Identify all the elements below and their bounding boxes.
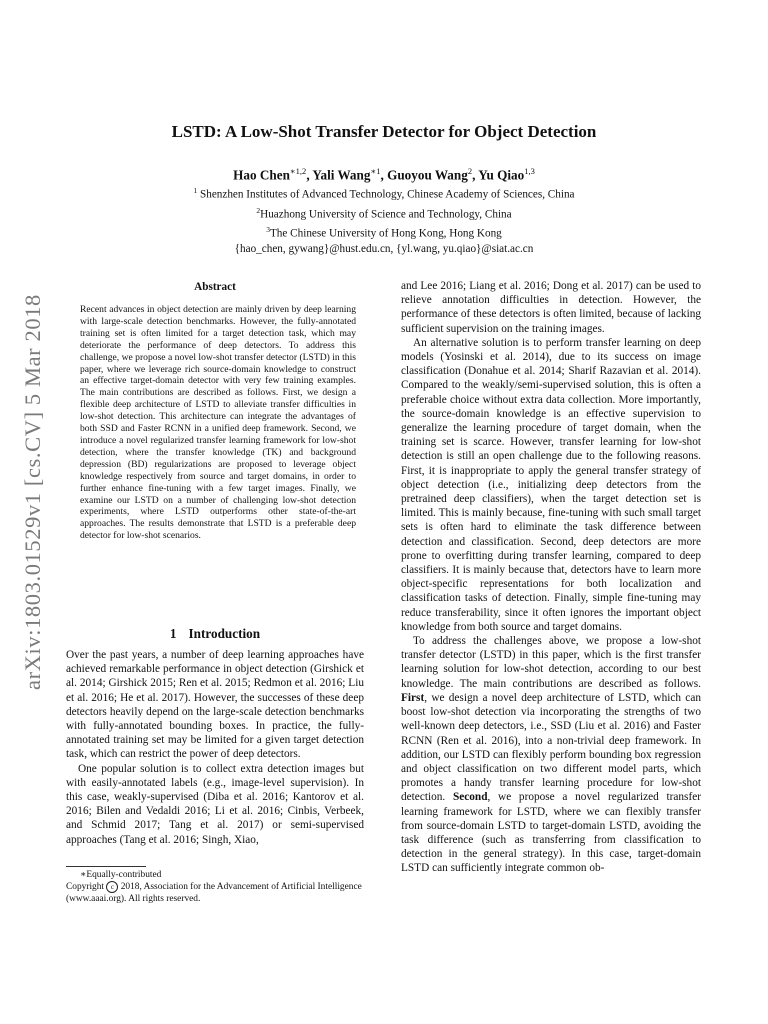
author-separator: ,: [380, 167, 388, 183]
emphasis-first: First: [401, 691, 425, 704]
paper-title: LSTD: A Low-Shot Transfer Detector for Object Detection: [171, 122, 597, 141]
affiliation-mark: 1: [193, 186, 198, 195]
author-marks: 1,3: [524, 166, 535, 176]
section-number: 1: [169, 626, 177, 641]
copyright-prefix: Copyright: [66, 882, 107, 892]
affiliation-text: Huazhong University of Science and Technology, China: [260, 208, 512, 221]
emphasis-second: Second: [452, 791, 488, 804]
affiliation-line: [0, 183, 768, 203]
affiliation-line: [0, 222, 768, 242]
author-separator: ,: [472, 167, 479, 183]
author-name: Hao Chen: [233, 167, 290, 183]
section-heading: [66, 626, 364, 642]
paragraph-text: , we propose a novel regularized transfer learning framework for LSTD, where we can flexibly transfer from source-domain LSTD to target-domain LSTD, avoiding the task difference (such as transferring from classification to detection in the general strategy). In this case, target-domain LSTD can sufficiently integrate common ob-: [401, 791, 701, 875]
right-column: [401, 279, 701, 876]
author-name: Yali Wang: [312, 167, 371, 183]
paragraph: An alternative solution is to perform transfer learning on deep models (Yosinski et al. 2014), due to its success on image classification (Donahue et al. 2014; Sharif Razavian et al. 2014). Compared to the weakly/semi-supervised solution, this is often a preferable choice without extra data collection. More importantly, the source-domain knowledge is an effective supervision to generalize the learning procedure of target domain, when the training set is scarce. However, transfer learning for low-shot detection is still an open challenge due to the following reasons. First, it is inappropriate to apply the general transfer strategy of object detection (i.e., initializing deep detectors from the pretrained deep classifiers), when the target detection set is limited. This is mainly because, fine-tuning with such small target sets is often hard to eliminate the task difference between detection and classification. Second, deep detectors are more prone to overfitting during transfer learning, compared to deep classifiers. It is mainly because that, detectors have to learn more object-specific representations for both localization and classification tasks of detection. Finally, simple fine-tuning may reduce transferability, since it often ignores the important object knowledge from both source and target domains.: [401, 336, 701, 633]
paragraph-text: To address the challenges above, we propose a low-shot transfer detector (LSTD) in this paper, which is the first transfer learning solution for low-shot detection, according to our best knowledge. The main contributions are described as follows.: [401, 635, 701, 690]
copyright-icon: c: [106, 881, 118, 893]
paragraph: One popular solution is to collect extra detection images but with easily-annotated labels (e.g., image-level supervision). In this case, weakly-supervised (Diba et al. 2016; Kantorov et al. 2016; Bilen and Vedaldi 2016; Li et al. 2016; Cinbis, Verbeek, and Schmid 2017; Tang et al. 2017) or semi-supervised approaches (Tang et al. 2016; Singh, Xiao,: [66, 762, 364, 846]
affiliations: [0, 183, 768, 257]
paragraph-text: , we design a novel deep architecture of LSTD, which can boost low-shot detection via incorporating the strengths of two well-known deep detectors, i.e., SSD (Liu et al. 2016) and Faster RCNN (Ren et al. 2016), into a non-trivial deep framework. In addition, our LSTD can flexibly perform bounding box regression and object classification on two different model parts, which promotes a handy transfer learning procedure for low-shot detection.: [401, 691, 701, 804]
author-marks: 2: [467, 166, 473, 176]
author-name: Guoyou Wang: [387, 167, 468, 183]
author-name: Yu Qiao: [478, 167, 525, 183]
copyright-text: 2018, Association for the Advancement of Artificial Intelligence (www.aaai.org). All rights reserved.: [66, 882, 362, 904]
abstract-text: Recent advances in object detection are mainly driven by deep learning with large-scale detection benchmarks. However, the fully-annotated training set is often limited for a target detection task, which may deteriorate the performance of deep detectors. To address this challenge, we propose a novel low-shot transfer detector (LSTD) in this paper, where we leverage rich source-domain knowledge to construct an effective target-domain detector with very few training examples. The main contributions are described as follows. First, we design a flexible deep architecture of LSTD to alleviate transfer difficulties in low-shot detection. This architecture can integrate the advantages of both SSD and Faster RCNN in a unified deep framework. Second, we introduce a novel regularized transfer learning framework for low-shot detection, where the transfer knowledge (TK) and background depression (BD) regularizations are proposed to leverage object knowledge respectively from source and target domains, in order to further enhance fine-tuning with a few target images. Finally, we examine our LSTD on a number of challenging low-shot detection experiments, where LSTD outperforms other state-of-the-art approaches. The results demonstrate that LSTD is a preferable deep detector for low-shot scenarios.: [80, 304, 356, 542]
author-list: [0, 166, 768, 183]
paragraph: Over the past years, a number of deep learning approaches have achieved remarkable performance in object detection (Girshick et al. 2014; Girshick 2015; Ren et al. 2015; Redmon et al. 2016; Liu et al. 2016; He et al. 2017). However, the successes of these deep detectors heavily depend on the large-scale detection benchmarks with fully-annotated bounding boxes. In practice, the fully-annotated training set may be limited for a given target detection task, which can restrict the power of deep detectors.: [66, 649, 364, 761]
affiliation-text: The Chinese University of Hong Kong, Hong Kong: [269, 228, 502, 241]
affiliation-line: [0, 203, 768, 223]
footnote-equal-contribution: ∗Equally-contributed: [80, 870, 162, 880]
footnote-rule: [66, 866, 146, 867]
abstract-heading: Abstract: [194, 281, 236, 293]
author-emails: {hao_chen, gywang}@hust.edu.cn, {yl.wang, yu.qiao}@siat.ac.cn: [234, 243, 534, 256]
affiliation-mark: 2: [256, 205, 261, 215]
copyright-notice: [66, 881, 364, 905]
footnotes: [66, 869, 364, 905]
affiliation-mark: 3: [266, 225, 270, 235]
author-marks: ∗1,2: [289, 166, 307, 176]
affiliation-text: Shenzhen Institutes of Advanced Technology, Chinese Academy of Sciences, China: [197, 188, 575, 201]
author-marks: ∗1: [370, 166, 381, 176]
section-title: Introduction: [188, 626, 261, 641]
author-separator: ,: [306, 167, 313, 183]
paragraph: [401, 634, 701, 875]
introduction-body: [66, 648, 364, 847]
paragraph: and Lee 2016; Liang et al. 2016; Dong et al. 2017) can be used to relieve annotation difficulties in detection. However, the performance of these detectors is often limited, because of lacking sufficient supervision on the training images.: [401, 280, 701, 335]
arxiv-stamp: arXiv:1803.01529v1 [cs.CV] 5 Mar 2018: [20, 294, 45, 690]
